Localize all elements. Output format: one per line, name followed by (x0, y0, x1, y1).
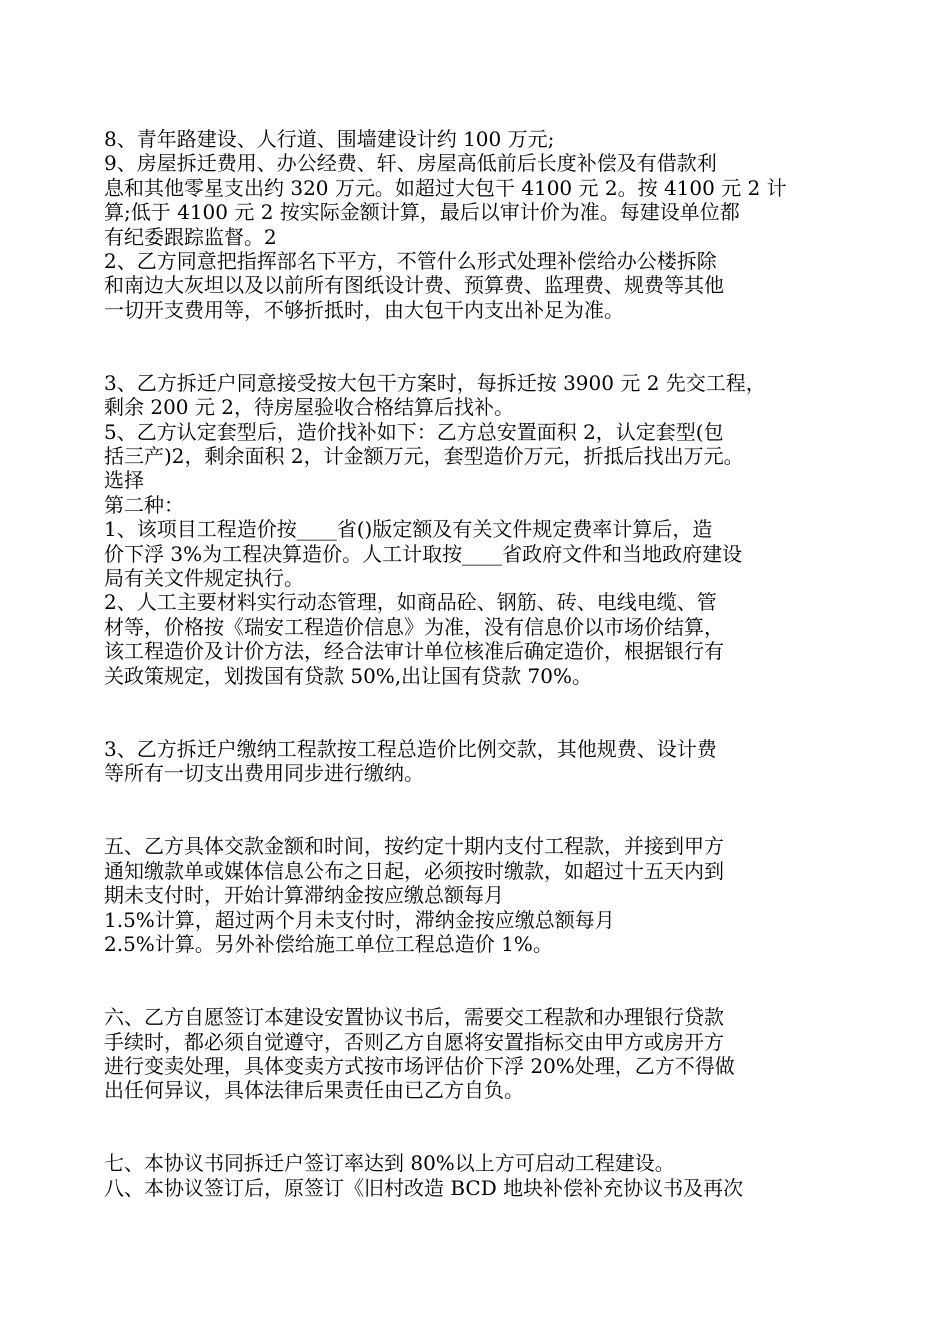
text-line: 第二种： (104, 492, 184, 517)
text-line: 息和其他零星支出约 320 万元。如超过大包干 4100 元 2。按 4100 元 2 计 (104, 175, 787, 200)
text-line: 1.5%计算，超过两个月未支付时，滞纳金按应缴总额每月 (104, 907, 615, 932)
text-line: 9、房屋拆迁费用、办公经费、轩、房屋高低前后长度补偿及有借款利 (104, 151, 717, 176)
text-line: 选择 (104, 468, 144, 493)
text-line: 算;低于 4100 元 2 按实际金额计算，最后以审计价为准。每建设单位都 (104, 200, 740, 225)
text-line: 该工程造价及计价方法，经合法审计单位核准后确定造价，根据银行有 (104, 639, 724, 664)
text-line: 等所有一切支出费用同步进行缴纳。 (104, 761, 424, 786)
text-line: 进行变卖处理，具体变卖方式按市场评估价下浮 20%处理，乙方不得做 (104, 1053, 735, 1078)
text-line: 8、青年路建设、人行道、围墙建设计约 100 万元; (104, 127, 555, 151)
paragraph-gap (104, 322, 864, 371)
text-line: 价下浮 3%为工程决算造价。人工计取按____省政府文件和当地政府建设 (104, 541, 743, 566)
text-line: 剩余 200 元 2，待房屋验收合格结算后找补。 (104, 395, 514, 420)
text-line: 1、该项目工程造价按____省()版定额及有关文件规定费率计算后，造 (104, 517, 713, 542)
text-line: 一切开支费用等，不够折抵时，由大包干内支出补足为准。 (104, 297, 624, 322)
text-line: 5、乙方认定套型后，造价找补如下：乙方总安置面积 2，认定套型(包 (104, 419, 724, 444)
text-line: 七、本协议书同拆迁户签订率达到 80%以上方可启动工程建设。 (104, 1151, 675, 1176)
text-line: 括三产)2，剩余面积 2，计金额万元，套型造价万元，折抵后找出万元。 (104, 444, 744, 469)
paragraph-gap (104, 956, 864, 1005)
paragraph-gap (104, 688, 864, 737)
text-line: 和南边大灰坦以及以前所有图纸设计费、预算费、监理费、规费等其他 (104, 273, 724, 298)
text-line: 2.5%计算。另外补偿给施工单位工程总造价 1%。 (104, 931, 553, 956)
text-line: 通知缴款单或媒体信息公布之日起，必须按时缴款，如超过十五天内到 (104, 858, 724, 883)
text-line: 手续时，都必须自觉遵守，否则乙方自愿将安置指标交由甲方或房开方 (104, 1029, 724, 1054)
text-line: 期未支付时，开始计算滞纳金按应缴总额每月 (104, 883, 504, 908)
text-line: 关政策规定，划拨国有贷款 50%,出让国有贷款 70%。 (104, 663, 592, 688)
text-line: 五、乙方具体交款金额和时间，按约定十期内支付工程款，并接到甲方 (104, 834, 724, 859)
paragraph-gap (104, 1103, 864, 1152)
text-line: 八、本协议签订后，原签订《旧村改造 BCD 地块补偿补充协议书及再次 (104, 1175, 744, 1200)
text-line: 六、乙方自愿签订本建设安置协议书后，需要交工程款和办理银行贷款 (104, 1005, 724, 1030)
text-line: 出任何异议，具体法律后果责任由已乙方自负。 (104, 1078, 524, 1103)
document-body (104, 127, 864, 1200)
text-line: 有纪委跟踪监督。2 (104, 224, 277, 249)
text-line: 2、乙方同意把指挥部名下平方，不管什么形式处理补偿给办公楼拆除 (104, 248, 717, 273)
paragraph-gap (104, 786, 864, 835)
text-line: 局有关文件规定执行。 (104, 566, 304, 591)
text-line: 2、人工主要材料实行动态管理，如商品砼、钢筋、砖、电线电缆、管 (104, 590, 717, 615)
text-line: 材等，价格按《瑞安工程造价信息》为准，没有信息价以市场价结算， (104, 614, 724, 639)
text-line: 3、乙方拆迁户缴纳工程款按工程总造价比例交款，其他规费、设计费 (104, 736, 717, 761)
text-line: 3、乙方拆迁户同意接受按大包干方案时，每拆迁按 3900 元 2 先交工程， (104, 370, 766, 395)
